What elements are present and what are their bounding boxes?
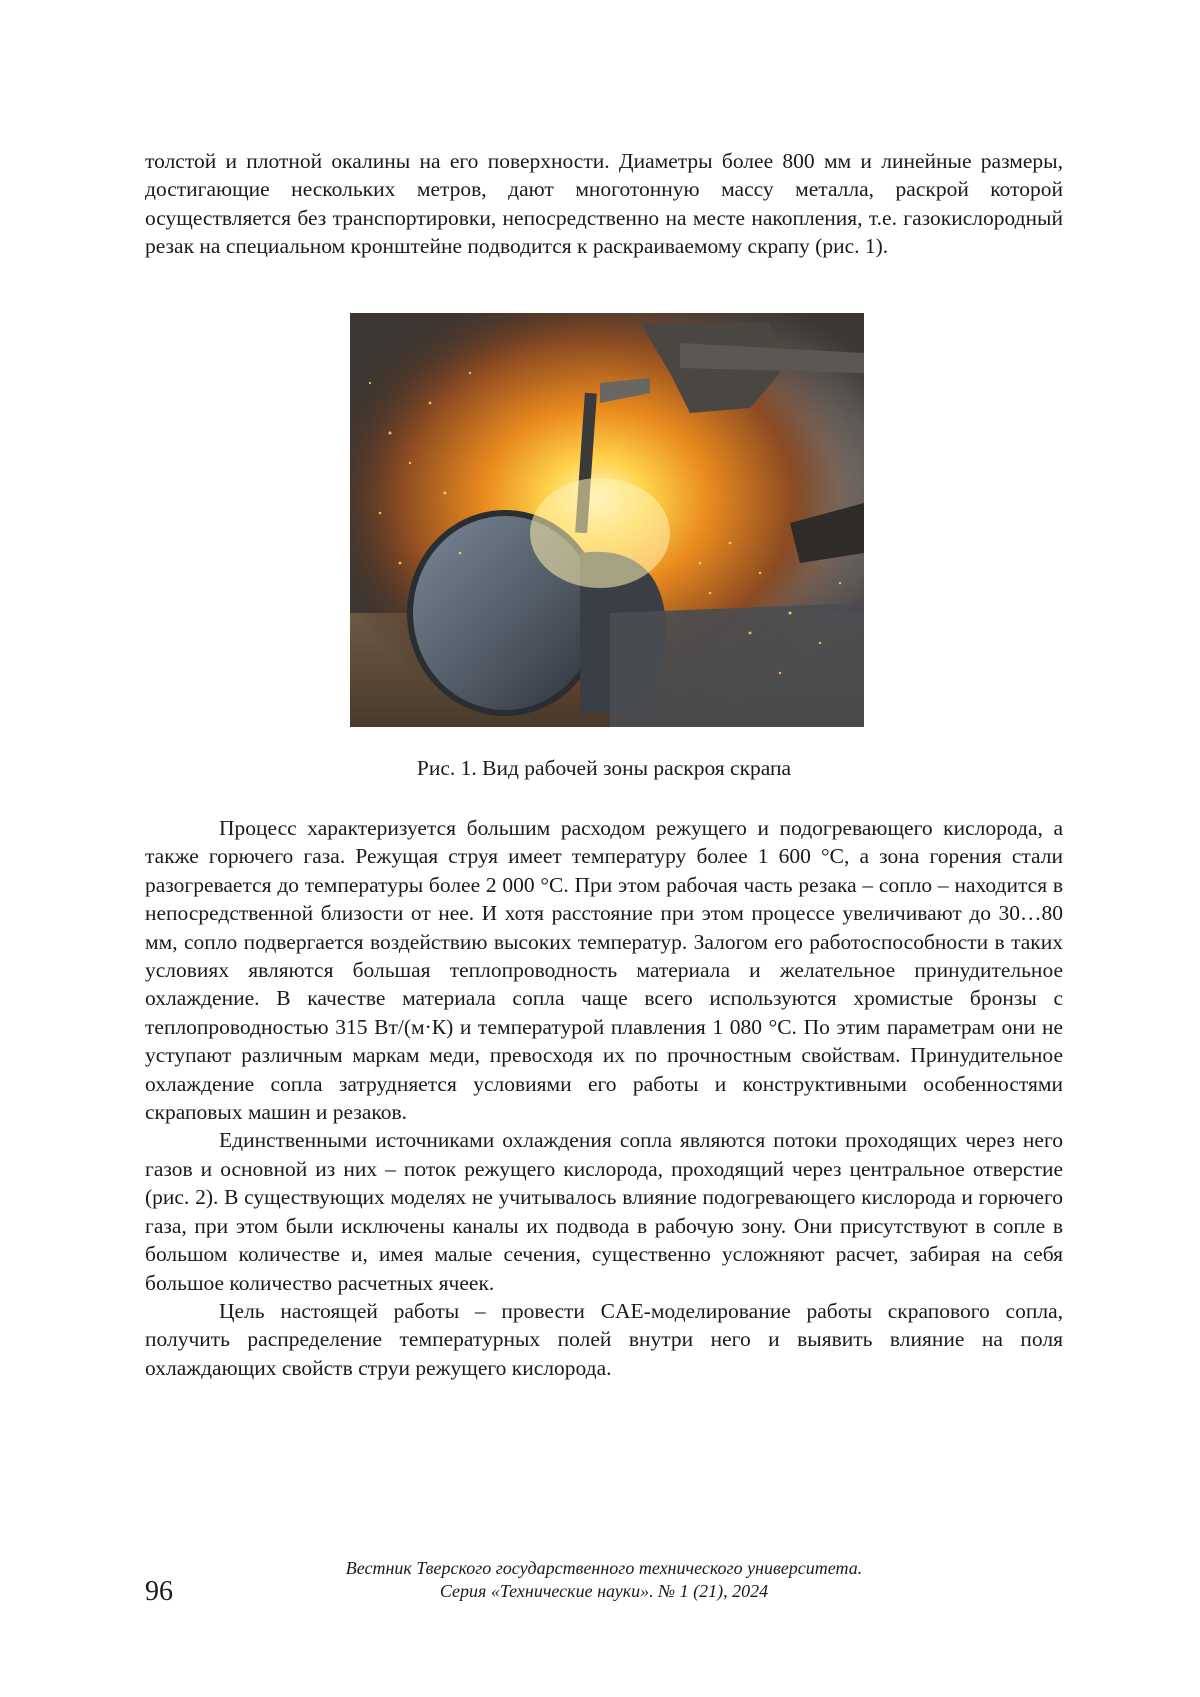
body-paragraph-3: Цель настоящей работы – провести CAE-моделирование работы скрапового сопла, получить распределение температурных полей внутри него и выявить влияние на поля охлаждающих свойств струи режущего кислорода. bbox=[145, 1298, 1063, 1380]
body-text-block bbox=[145, 814, 1063, 1382]
scrap-cutting-photo bbox=[350, 313, 864, 727]
top-paragraph-block bbox=[145, 147, 1063, 261]
journal-footer-line-2: Серия «Технические науки». № 1 (21), 2024 bbox=[439, 1581, 769, 1601]
figure-caption: Рис. 1. Вид рабочей зоны раскроя скрапа bbox=[416, 756, 792, 780]
top-paragraph: толстой и плотной окалины на его поверхности. Диаметры более 800 мм и линейные размеры, достигающие нескольких метров, дают многотонную массу металла, раскрой которой осуществляется без транспортировки, непосредственно на месте накопления, т.е. газокислородный резак на специальном кронштейне подводится к раскраиваемому скрапу (рис. 1). bbox=[145, 149, 1063, 259]
body-paragraph-2: Единственными источниками охлаждения сопла являются потоки проходящих через него газов и основной из них – поток режущего кислорода, проходящий через центральное отверстие (рис. 2). В существующих моделях не учитывалось влияние подогревающего кислорода и горючего газа, при этом были исключены каналы их подвода в рабочую зону. Они присутствуют в сопле в большом количестве и, имея малые сечения, существенно усложняют расчет, забирая на себя большое количество расчетных ячеек. bbox=[145, 1128, 1063, 1295]
journal-footer bbox=[145, 1557, 1063, 1603]
figure-photo bbox=[350, 313, 864, 727]
journal-footer-line-1: Вестник Тверского государственного технического университета. bbox=[345, 1558, 863, 1578]
page-number: 96 bbox=[145, 1576, 173, 1607]
body-paragraph-1: Процесс характеризуется большим расходом режущего и подогревающего кислорода, а также горючего газа. Режущая струя имеет температуру более 1 600 °С, а зона горения стали разогревается до температуры более 2 000 °С. При этом рабочая часть резака – сопло – находится в непосредственной близости от нее. И хотя расстояние при этом процессе увеличивают до 30…80 мм, сопло подвергается воздействию высоких температур. Залогом его работоспособности в таких условиях являются большая теплопроводность материала и желательное принудительное охлаждение. В качестве материала сопла чаще всего используются хромистые бронзы с теплопроводностью 315 Вт/(м·К) и температурой плавления 1 080 °С. По этим параметрам они не уступают различным маркам меди, превосходя их по прочностным свойствам. Принудительное охлаждение сопла затрудняется условиями его работы и конструктивными особенностями скраповых машин и резаков. bbox=[145, 816, 1063, 1125]
